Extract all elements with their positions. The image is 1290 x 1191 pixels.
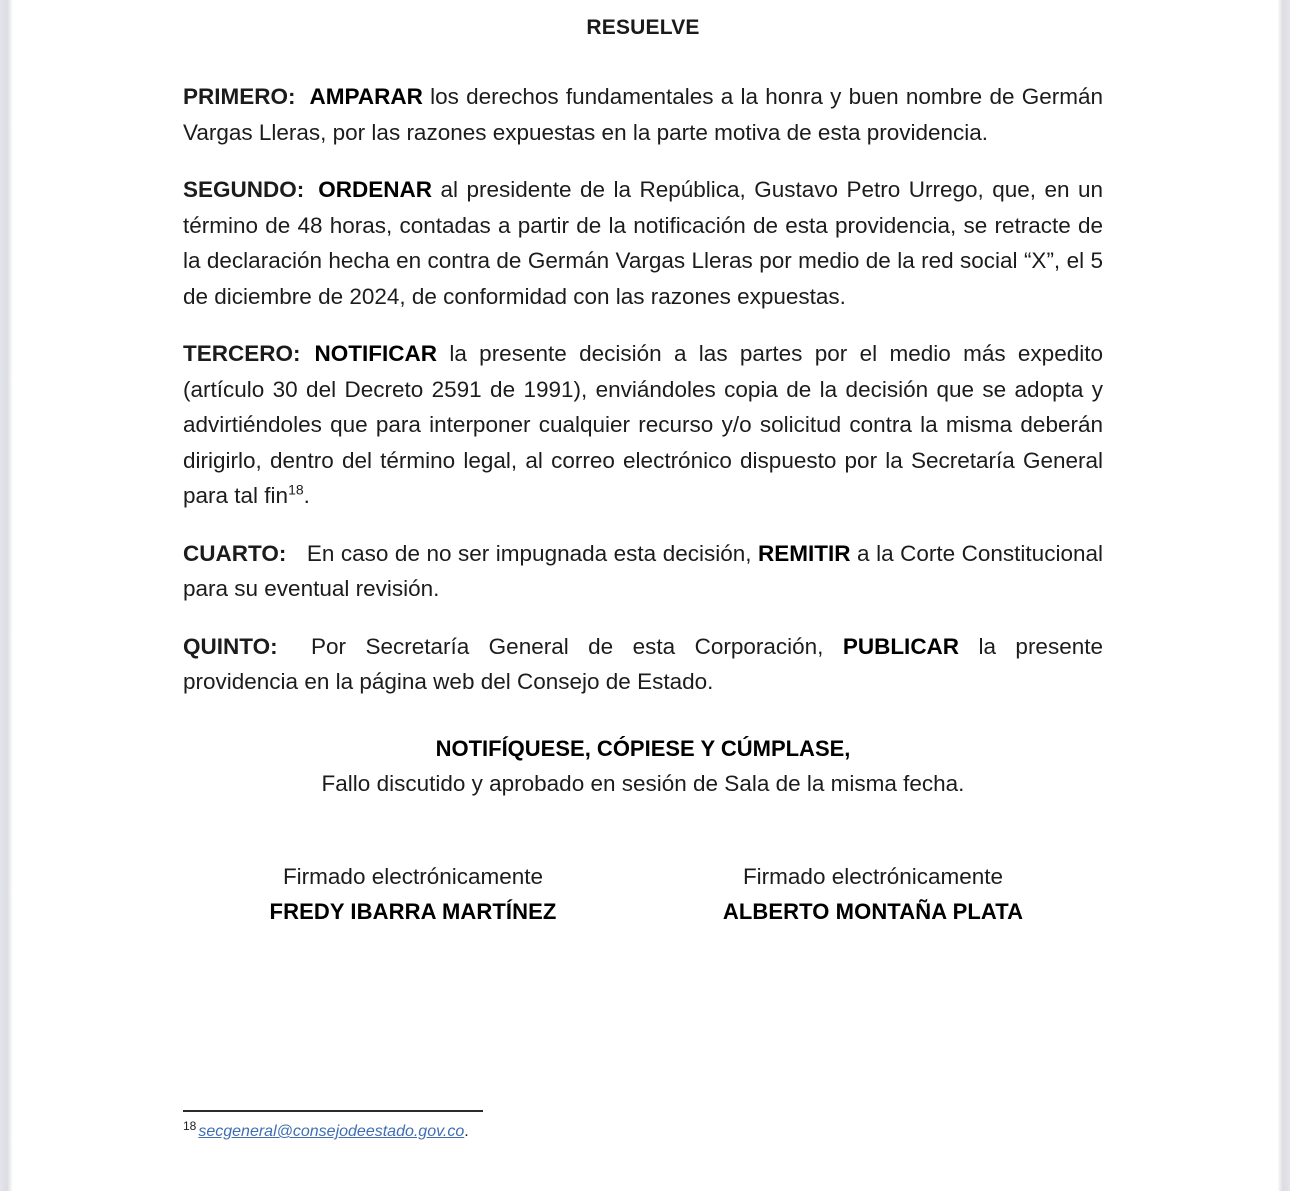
verb-remitir: REMITIR — [758, 540, 851, 566]
spacer — [183, 514, 1103, 536]
paragraph-quinto-text: la presente providencia en la página web del Consejo de Estado. — [183, 633, 1103, 694]
signature-left-label: Firmado electrónicamente — [282, 863, 544, 889]
verb-notificar: NOTIFICAR — [314, 341, 437, 366]
signature-left-name: FREDY IBARRA MARTÍNEZ — [269, 898, 557, 924]
paragraph-cuarto-text: a la Corte Constitucional para su eventual revisión. — [183, 540, 1103, 601]
ordinal-cuarto: CUARTO: — [183, 540, 287, 566]
paragraph-quinto — [183, 629, 1103, 700]
closing-block — [183, 732, 1103, 801]
spacer — [183, 150, 1103, 172]
footnote-trailing-period: . — [464, 1123, 469, 1140]
footnote-separator — [183, 1110, 483, 1112]
signature-column-left — [183, 859, 643, 929]
page-gutter-right — [1277, 0, 1290, 1191]
paragraph-cuarto-text-before: En caso de no ser impugnada esta decisión, — [300, 540, 759, 566]
document-body — [183, 0, 1103, 929]
footnote-email-link[interactable]: secgeneral@consejodeestado.gov.co — [198, 1123, 465, 1140]
ordinal-quinto: QUINTO: — [183, 633, 278, 659]
verb-ordenar: ORDENAR — [318, 177, 433, 202]
verb-publicar: PUBLICAR — [842, 633, 960, 659]
paragraph-tercero — [183, 336, 1103, 514]
ordinal-segundo: SEGUNDO: — [183, 177, 305, 202]
page-gutter-left — [0, 0, 13, 1191]
paragraph-tercero-text: la presente decisión a las partes por el medio más expedito (artículo 30 del Decreto 2591 de 1991), enviándoles copia de la decisión que se adopta y advirtiéndoles que para interponer cualquier recurso y/o solicitud contra la misma deberán dirigirlo, dentro del término legal, al correo electrónico dispuesto por la Secretaría General para tal fin — [183, 341, 1103, 508]
signature-right-label: Firmado electrónicamente — [742, 863, 1004, 889]
paragraph-quinto-text-before: Por Secretaría General de esta Corporación, — [291, 633, 843, 659]
footnote-number: 18 — [183, 1118, 197, 1133]
closing-subtitle: Fallo discutido y aprobado en sesión de Sala de la misma fecha. — [321, 770, 965, 796]
document-page — [13, 0, 1278, 1191]
signature-column-right — [643, 859, 1103, 929]
paragraph-segundo — [183, 172, 1103, 314]
paragraph-cuarto — [183, 536, 1103, 607]
signature-right-name: ALBERTO MONTAÑA PLATA — [722, 898, 1024, 924]
ordinal-tercero: TERCERO: — [183, 341, 301, 366]
signature-block — [183, 859, 1103, 929]
paragraph-primero-text: los derechos fundamentales a la honra y buen nombre de Germán Vargas Lleras, por las razones expuestas en la parte motiva de esta providencia. — [183, 84, 1103, 145]
document-heading: RESUELVE — [586, 16, 700, 39]
verb-amparar: AMPARAR — [309, 84, 423, 109]
spacer — [183, 700, 1103, 732]
spacer — [183, 607, 1103, 629]
closing-formula: NOTIFÍQUESE, CÓPIESE Y CÚMPLASE, — [435, 735, 851, 761]
spacer — [183, 314, 1103, 336]
footnote-area — [183, 1110, 1103, 1143]
paragraph-tercero-tail: . — [303, 483, 310, 508]
spacer — [183, 40, 1103, 79]
paragraph-segundo-text: al presidente de la República, Gustavo Petro Urrego, que, en un término de 48 horas, contadas a partir de la notificación de esta providencia, se retracte de la declaración hecha en contra de Germán Vargas Lleras por medio de la red social “X”, el 5 de diciembre de 2024, de conformidad con las razones expuestas. — [183, 177, 1103, 309]
footnote-reference-18[interactable]: 18 — [288, 481, 304, 498]
ordinal-primero: PRIMERO: — [183, 84, 296, 109]
footnote-18 — [183, 1118, 1103, 1143]
paragraph-primero — [183, 79, 1103, 150]
